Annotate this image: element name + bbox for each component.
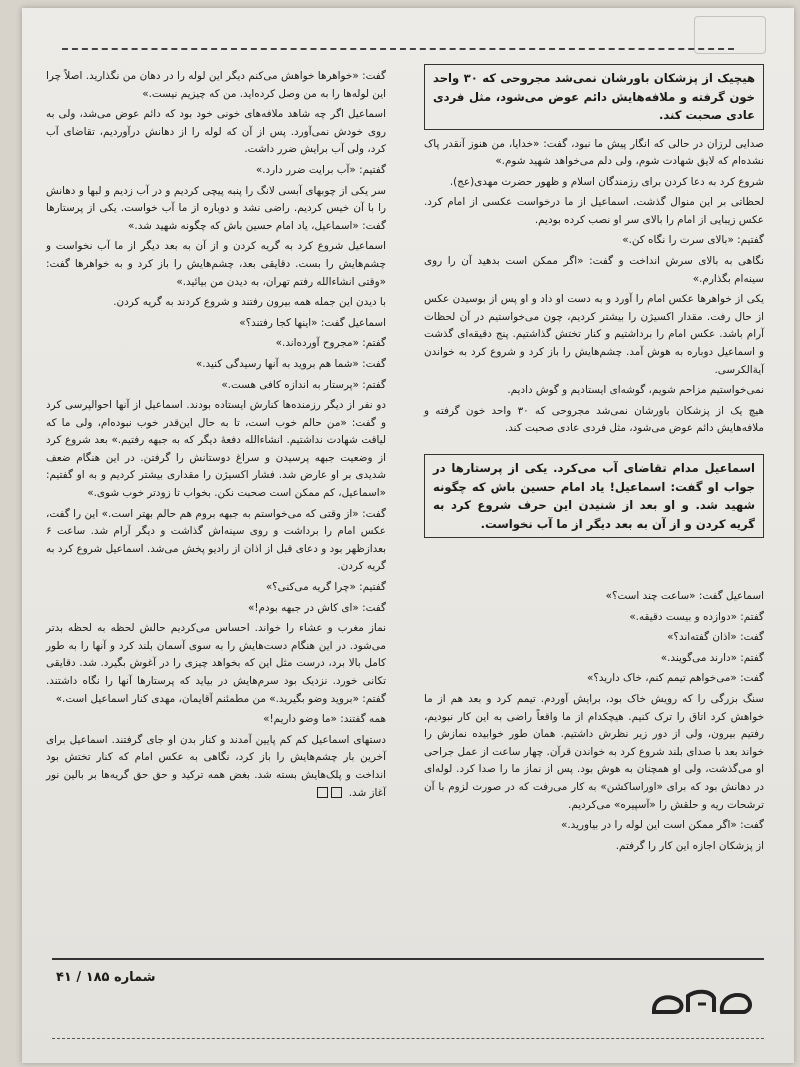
bottom-dashed-divider bbox=[52, 1038, 764, 1039]
paragraph: گفتیم: «چرا گریه می‌کنی؟» bbox=[265, 581, 386, 594]
paragraph: نمی‌خواستیم مزاحم شویم، گوشه‌ای ایستادیم و گوش دادیم. bbox=[507, 384, 764, 397]
callout-middle: اسماعیل مدام تقاضای آب می‌کرد. یکی از پرستارها در جواب او گفت: اسماعیل! یاد امام حسین باش که چگونه شهید شد. و او بعد از شنیدن این حرف شروع کرد به گریه کردن و از آن به بعد دیگر از ما آب نخواست. bbox=[424, 454, 764, 538]
paragraph: نگاهی به بالای سرش انداخت و گفت: «اگر ممکن است بدهید آن را روی سینه‌ام بگذارم.» bbox=[424, 255, 764, 285]
magazine-page bbox=[22, 8, 794, 1063]
paragraph: گفت: «می‌خواهم تیمم کنم، خاک دارید؟» bbox=[586, 672, 764, 685]
paragraph: گفت: «اذان گفته‌اند؟» bbox=[667, 631, 764, 644]
left-column bbox=[46, 68, 386, 805]
callout-top: هیچیک از پزشکان باورشان نمی‌شد مجروحی که ۳۰ واحد خون گرفته و ملافه‌هایش دائم عوض می‌شود، مثل فردی عادی صحبت کند. bbox=[424, 64, 764, 130]
paragraph: گفتیم: «بالای سرت را نگاه کن.» bbox=[622, 234, 764, 247]
paragraph: شروع کرد به دعا کردن برای رزمندگان اسلام و ظهور حضرت مهدی(عج). bbox=[449, 175, 764, 188]
paragraph: گفت: «از وقتی که می‌خواستم به جبهه بروم هم حالم بهتر است.» این را گفت، عکس امام را برداشت و روی سینه‌اش گذاشت و دیگر آرام شد. ساعت ۶ بعدازظهر بود و دعای قبل از اذان از رادیو پخش می‌شد. اسماعیل شروع کرد به گریه کردن. bbox=[46, 507, 386, 573]
top-divider bbox=[62, 48, 734, 50]
end-mark-icon bbox=[331, 787, 342, 798]
paragraph: صدایی لرزان در حالی که انگار پیش ما نبود، گفت: «خدایا، من هنوز آنقدر پاک نشده‌ام که لایق شهادت شوم، ولی دلم می‌خواهد شهید شوم.» bbox=[424, 137, 764, 168]
paragraph: همه گفتند: «ما وضو داریم!» bbox=[263, 713, 386, 726]
paragraph: اسماعیل شروع کرد به گریه کردن و از آن به بعد دیگر از ما آب نخواست و چشم‌هایش را بست. دقایقی بعد، چشم‌هایش را باز کرد و به خواهرها گفت: «وقتی انشاءالله رفتم تهران، به دیدن من بیائید.» bbox=[46, 240, 386, 288]
paragraph: لحظاتی بر این منوال گذشت. اسماعیل از ما درخواست عکسی از امام کرد. عکس زیبایی از امام را بالای سر او نصب کرده بودیم. bbox=[424, 196, 764, 226]
paragraph: گفتم: «دارند می‌گویند.» bbox=[660, 651, 764, 664]
issue-number: شماره ۱۸۵ / ۴۱ bbox=[56, 970, 156, 985]
paragraph: اسماعیل گفت: «ساعت چند است؟» bbox=[605, 590, 764, 602]
bottom-divider bbox=[52, 958, 764, 960]
paragraph-last bbox=[46, 732, 386, 802]
paragraph: اسماعیل گفت: «اینها کجا رفتند؟» bbox=[239, 316, 386, 329]
paragraph: دو نفر از دیگر رزمنده‌ها کنارش ایستاده بودند. اسماعیل از آنها احوالپرسی کرد و گفت: «من حالم خوب است، تا به حال این‌قدر خوب نبوده‌ام، ولی ما که لیاقت شهادت نداشتیم. انشاءالله دفعهٔ دیگر که به جبهه رفتیم.» بعد شروع کرد از وضعیت جبهه پرسیدن و سراغ دوستانش را گرفتن. در این هنگام ضعف شدیدی بر او عارض شد. فشار اکسیژن را مقداری بیشتر کردیم و به او گفتیم: «اسماعیل، کم ممکن است صحبت نکن. بخواب تا زودتر خوب شوی.» bbox=[46, 399, 386, 500]
end-mark-icon bbox=[317, 787, 328, 798]
paragraph-text: دستهای اسماعیل کم کم پایین آمدند و کنار بدن او جای گرفتند. اسماعیل برای آخرین بار چشم‌هایش را باز کرد، نگاهی به عکس امام که کنار تختش بود انداخت و پلک‌هایش بسته شد. بغض همه ترکید و حق حق گریه‌ها بر بالین نور آغاز شد. bbox=[46, 733, 386, 799]
paragraph: گفتم: «پرستار به اندازه کافی هست.» bbox=[221, 378, 386, 391]
paragraph: نماز مغرب و عشاء را خواند. احساس می‌کردیم حالش لحظه به لحظه بدتر می‌شود. در این هنگام دست‌هایش را به سوی آسمان بلند کرد و آنها را به طور کامل بالا برد، درست مثل این که بخواهد چیزی را در آغوش بگیرد. شد. دقایقی تکانی خورد. نزدیک بود سرم‌هایش در بیاید که پرستارها آنها را نگاه داشتند. گفتم: «بروید وضو بگیرید.» من مطمئنم آقایمان، مهدی کنار اسماعیل است.» bbox=[46, 622, 386, 705]
paragraph: گفت: «اگر ممکن است این لوله را در بیاورید.» bbox=[560, 819, 764, 832]
right-column bbox=[424, 68, 764, 858]
paragraph: هیچ یک از پزشکان باورشان نمی‌شد مجروحی که ۳۰ واحد خون گرفته و ملافه‌هایش دائم عوض می‌شود، مثل فردی عادی صحبت کند. bbox=[424, 404, 764, 435]
paragraph: گفتم: «دوازده و بیست دقیقه.» bbox=[629, 610, 764, 623]
paragraph: گفت: «خواهرها خواهش می‌کنم دیگر این لوله را در دهان من نگذارید. اصلاً چرا این لوله‌ها را به من وصل کرده‌اید. من که چیزیم نیست.» bbox=[46, 70, 386, 100]
paragraph: سنگ بزرگی را که رویش خاک بود، برایش آوردم. تیمم کرد و بعد هم از ما خواهش کرد اتاق را ترک کنیم. هیچکدام از ما واقعاً راضی به این کار نبودیم، رفتیم بیرون، ولی از دور زیر نظرش داشتیم. همان طور خوابیده نمازش را خواند بعد با صدای بلند شروع کرد به خواندن قرآن. چهار ساعت از عمل جراحی او می‌گذشت، ولی او همچنان به هوش بود. پس از نماز ما را صدا کرد. لوله‌ای در دهانش بود که برای «اوراساکشن» به کار می‌رفت که در صورت لزوم با آن ترشحات ریه و حلقش را «آسپیره» می‌کردیم. bbox=[424, 692, 764, 811]
column-gap bbox=[424, 550, 764, 588]
paragraph: سر یکی از چوبهای آبسی لانگ را پنبه پیچی کردیم و در آب زدیم و لبها و دهانش را با آن خیس کردیم. راضی نشد و دوباره از ما آب خواست. یکی از پرستارها گفت: «اسماعیل، یاد امام حسین باش که چگونه شهید شد.» bbox=[46, 184, 386, 232]
paragraph: گفت: «شما هم بروید به آنها رسیدگی کنید.» bbox=[195, 357, 386, 370]
paragraph: یکی از خواهرها عکس امام را آورد و به دست او داد و او پس از بوسیدن عکس از حال رفت. مقدار اکسیژن را بیشتر کردیم، چون می‌خواستیم در آن لحظات آرام باشد. عکس امام را برداشتیم و کنار تختش گذاشتیم. پنج دقیقه‌ای گذشت و اسماعیل دوباره به هوش آمد. چشم‌هایش را باز کرد و شروع کرد به خواندن آیة‌الکرسی. bbox=[424, 293, 764, 376]
paragraph: گفتم: «مجروح آورده‌اند.» bbox=[275, 337, 386, 350]
paragraph: اسماعیل اگر چه شاهد ملافه‌های خونی خود بود که دائم عوض می‌شد، ولی به روی خودش نمی‌آورد. پس از آن که لوله را از دهانش درآوردیم، تقاضای آب کرد، ولی آب برایش ضرر داشت. bbox=[46, 108, 386, 156]
paragraph: از پزشکان اجازه این کار را گرفتم. bbox=[615, 839, 764, 852]
magazine-logo bbox=[648, 986, 758, 1018]
paragraph: گفت: «ای کاش در جبهه بودم!» bbox=[247, 601, 386, 614]
paragraph: با دیدن این جمله همه بیرون رفتند و شروع کردند به گریه کردن. bbox=[113, 296, 386, 309]
paragraph: گفتیم: «آب برایت ضرر دارد.» bbox=[255, 163, 386, 176]
